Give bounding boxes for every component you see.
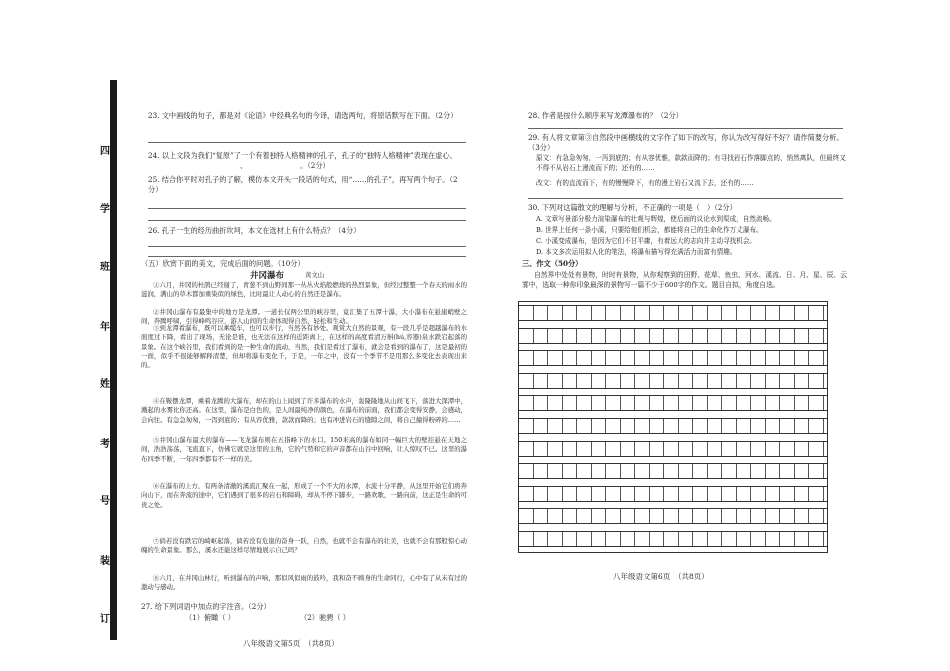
grid-cell[interactable] xyxy=(664,509,679,523)
grid-cell[interactable] xyxy=(780,306,795,320)
binding-char: 号 xyxy=(100,496,110,507)
grid-cell[interactable] xyxy=(722,329,737,343)
grid-cell[interactable] xyxy=(621,464,636,478)
grid-cell[interactable] xyxy=(766,509,781,523)
grid-cell[interactable] xyxy=(548,509,563,523)
grid-cell[interactable] xyxy=(708,306,723,320)
grid-cell[interactable] xyxy=(548,464,563,478)
grid-cell[interactable] xyxy=(809,442,824,456)
grid-cell[interactable] xyxy=(635,464,650,478)
grid-cell[interactable] xyxy=(766,487,781,501)
grid-cell[interactable] xyxy=(795,329,810,343)
grid-cell[interactable] xyxy=(592,419,607,433)
grid-cell[interactable] xyxy=(679,306,694,320)
grid-cell[interactable] xyxy=(809,374,824,388)
binding-char: 班 xyxy=(100,262,110,273)
grid-cell[interactable] xyxy=(592,464,607,478)
grid-cell[interactable] xyxy=(780,419,795,433)
grid-cell[interactable] xyxy=(563,509,578,523)
grid-cell[interactable] xyxy=(519,329,534,343)
grid-cell[interactable] xyxy=(795,487,810,501)
grid-cell[interactable] xyxy=(664,396,679,410)
binding-bar xyxy=(110,80,117,640)
grid-cell[interactable] xyxy=(679,374,694,388)
section-3-heading: 三、作文（50分） xyxy=(522,259,583,268)
grid-cell[interactable] xyxy=(780,464,795,478)
question-23: 23. 文中画线的句子，都是对《论语》中经典名句的今译，请选两句，将原话默写在下面。（2分） xyxy=(148,111,458,120)
grid-cell[interactable] xyxy=(606,464,621,478)
grid-cell[interactable] xyxy=(679,532,694,546)
grid-cell[interactable] xyxy=(606,419,621,433)
grid-cell[interactable] xyxy=(722,442,737,456)
grid-cell[interactable] xyxy=(650,509,665,523)
grid-cell[interactable] xyxy=(693,487,708,501)
grid-cell[interactable] xyxy=(592,442,607,456)
grid-cell[interactable] xyxy=(664,329,679,343)
grid-cell[interactable] xyxy=(563,419,578,433)
grid-cell[interactable] xyxy=(737,374,752,388)
grid-cell[interactable] xyxy=(635,419,650,433)
binding-char: 学 xyxy=(100,204,110,215)
grid-cell[interactable] xyxy=(766,351,781,365)
grid-cell[interactable] xyxy=(664,532,679,546)
grid-cell[interactable] xyxy=(534,419,549,433)
grid-cell[interactable] xyxy=(751,419,766,433)
binding-char: 姓 xyxy=(100,379,110,390)
grid-cell[interactable] xyxy=(795,464,810,478)
grid-cell[interactable] xyxy=(664,374,679,388)
grid-cell[interactable] xyxy=(751,329,766,343)
paragraph-2: ②井冈山瀑布有最集中的地方是龙潭。一道长仅两公里的峡谷里，竟汇集了五潭十瀑，大小瀑布在悬崖峭壁之间，奔腾呼啸，引得峰鸣谷应，游人山间的生命体现得自然，轻松和生动。 xyxy=(141,308,467,326)
grid-cell[interactable] xyxy=(635,306,650,320)
question-26: 26. 孔子一生的经历曲折坎坷，本文在选材上有什么特点？（4分） xyxy=(148,226,361,235)
essay-grid[interactable] xyxy=(518,301,828,553)
grid-row[interactable] xyxy=(519,350,827,366)
option-a[interactable]: A. 文章写景部分极力渲染瀑布的壮观与辉煌，使后面的议论水到渠成，自然流畅。 xyxy=(536,215,776,223)
grid-cell[interactable] xyxy=(563,396,578,410)
grid-cell[interactable] xyxy=(635,374,650,388)
question-29-original: 原文：有急急匆匆，一泻到底的；有从容优雅，款款而降的；有寻找岩石作落脚点的，悄然离队，但最终又不得不从岩石上漫流而下的；还有的…… xyxy=(536,154,846,172)
grid-cell[interactable] xyxy=(592,532,607,546)
grid-cell[interactable] xyxy=(780,487,795,501)
grid-cell[interactable] xyxy=(548,306,563,320)
grid-cell[interactable] xyxy=(693,396,708,410)
grid-cell[interactable] xyxy=(766,396,781,410)
grid-cell[interactable] xyxy=(795,442,810,456)
grid-cell[interactable] xyxy=(664,419,679,433)
grid-cell[interactable] xyxy=(679,509,694,523)
grid-cell[interactable] xyxy=(592,351,607,365)
grid-cell[interactable] xyxy=(548,419,563,433)
grid-cell[interactable] xyxy=(650,351,665,365)
grid-cell[interactable] xyxy=(577,487,592,501)
paragraph-3: ③到龙潭看瀑布，既可以乘缆车，也可以步行，当然各有妙处。观赏大自然的景观，有一段几乎是超越瀑布的水面度过下降，看出了现场，无论是谁，也无法在这样的近距离上，在这样的高度看清万斛(hú,容器)泉水跌宕起落的景象。在这个峡谷里，我们看到的是一种生命的流动，当然，我们是看过了瀑布，就会是看到的瀑布了，这是最初的一面，似乎不很能够解释清楚，但却将瀑布变化千，于是，一年之中，没有一个季节不是用那么多变化去表现出来的。 xyxy=(141,324,467,370)
grid-cell[interactable] xyxy=(693,532,708,546)
grid-cell[interactable] xyxy=(577,351,592,365)
question-30: 30. 下列对这篇散文的理解与分析，不正确的一项是（ ）（2分） xyxy=(528,203,737,212)
option-c[interactable]: C. 小溪变成瀑布，是因为它们不甘平庸，有着远大的志向并主动寻找机会。 xyxy=(536,237,757,245)
grid-cell[interactable] xyxy=(577,396,592,410)
grid-cell[interactable] xyxy=(766,532,781,546)
grid-cell[interactable] xyxy=(592,374,607,388)
grid-cell[interactable] xyxy=(577,442,592,456)
grid-cell[interactable] xyxy=(693,329,708,343)
grid-cell[interactable] xyxy=(766,464,781,478)
grid-cell[interactable] xyxy=(621,374,636,388)
grid-cell[interactable] xyxy=(722,396,737,410)
grid-cell[interactable] xyxy=(693,464,708,478)
grid-cell[interactable] xyxy=(534,374,549,388)
grid-cell[interactable] xyxy=(751,306,766,320)
paragraph-6: ⑥在瀑布的上方，有两条清澈的溪流汇聚在一起，形成了一个不大的水潭，水流十分平静，从这里开始它们将奔向山下，而在奔流的途中，它们遇到了很多的岩石和障碍，却从不停下脚步，一路欢歌，一路向前，这正是生命的可贵之处。 xyxy=(141,482,467,509)
grid-cell[interactable] xyxy=(766,306,781,320)
grid-cell[interactable] xyxy=(737,464,752,478)
grid-cell[interactable] xyxy=(519,374,534,388)
grid-cell[interactable] xyxy=(751,374,766,388)
grid-cell[interactable] xyxy=(563,374,578,388)
grid-cell[interactable] xyxy=(635,509,650,523)
grid-cell[interactable] xyxy=(780,509,795,523)
grid-cell[interactable] xyxy=(519,487,534,501)
grid-cell[interactable] xyxy=(621,532,636,546)
grid-cell[interactable] xyxy=(722,509,737,523)
grid-cell[interactable] xyxy=(693,306,708,320)
grid-cell[interactable] xyxy=(795,306,810,320)
grid-cell[interactable] xyxy=(679,396,694,410)
grid-cell[interactable] xyxy=(751,442,766,456)
grid-cell[interactable] xyxy=(679,419,694,433)
grid-cell[interactable] xyxy=(809,351,824,365)
grid-cell[interactable] xyxy=(766,442,781,456)
grid-cell[interactable] xyxy=(592,509,607,523)
grid-cell[interactable] xyxy=(795,396,810,410)
grid-cell[interactable] xyxy=(780,329,795,343)
grid-cell[interactable] xyxy=(809,419,824,433)
grid-cell[interactable] xyxy=(606,487,621,501)
answer-line[interactable] xyxy=(528,198,843,199)
question-27-b[interactable]: （2）驰骋（ ） xyxy=(300,613,350,622)
grid-cell[interactable] xyxy=(722,532,737,546)
grid-cell[interactable] xyxy=(737,487,752,501)
grid-cell[interactable] xyxy=(635,442,650,456)
grid-cell[interactable] xyxy=(737,419,752,433)
grid-cell[interactable] xyxy=(519,464,534,478)
grid-cell[interactable] xyxy=(780,532,795,546)
paragraph-5: ⑤井冈山瀑布最大的瀑布——飞龙瀑布则在五指峰下的水口。150米高的瀑布如同一幅巨大的壁挂悬在天地之间，浩浩荡荡，飞流直下，仿佛它就是这里的主角，它的气势和它的声音都在山谷中回响，让人惊叹不已。这里的瀑布四季不断，一年四季都有不一样的美。 xyxy=(141,436,467,463)
binding-char: 年 xyxy=(100,322,110,333)
grid-cell[interactable] xyxy=(809,464,824,478)
answer-line[interactable] xyxy=(148,142,466,143)
grid-cell[interactable] xyxy=(708,396,723,410)
grid-cell[interactable] xyxy=(809,329,824,343)
grid-cell[interactable] xyxy=(708,374,723,388)
grid-cell[interactable] xyxy=(722,351,737,365)
grid-cell[interactable] xyxy=(679,442,694,456)
grid-cell[interactable] xyxy=(577,509,592,523)
grid-cell[interactable] xyxy=(737,329,752,343)
grid-cell[interactable] xyxy=(563,306,578,320)
grid-cell[interactable] xyxy=(679,464,694,478)
grid-cell[interactable] xyxy=(809,532,824,546)
grid-cell[interactable] xyxy=(693,419,708,433)
grid-row[interactable] xyxy=(519,508,827,524)
grid-cell[interactable] xyxy=(780,351,795,365)
grid-row[interactable] xyxy=(519,373,827,389)
grid-row[interactable] xyxy=(519,328,827,344)
grid-cell[interactable] xyxy=(708,329,723,343)
grid-cell[interactable] xyxy=(650,442,665,456)
grid-cell[interactable] xyxy=(534,509,549,523)
grid-cell[interactable] xyxy=(751,509,766,523)
grid-cell[interactable] xyxy=(751,532,766,546)
grid-cell[interactable] xyxy=(606,532,621,546)
grid-cell[interactable] xyxy=(751,464,766,478)
grid-cell[interactable] xyxy=(577,419,592,433)
grid-cell[interactable] xyxy=(664,351,679,365)
grid-cell[interactable] xyxy=(548,532,563,546)
essay-prompt: 自然界中处处有景物，时时有景物，从你观察到的田野、花草、鱼虫、河水、溪流、日、月、星、辰、云雾中，选取一种你印象最深的景物写一篇不少于600字的作文。题目自拟，角度自选。 xyxy=(522,271,847,289)
grid-cell[interactable] xyxy=(737,532,752,546)
grid-cell[interactable] xyxy=(722,487,737,501)
grid-cell[interactable] xyxy=(708,487,723,501)
grid-cell[interactable] xyxy=(519,509,534,523)
grid-cell[interactable] xyxy=(563,464,578,478)
grid-cell[interactable] xyxy=(577,374,592,388)
question-24-end: 。（2分） xyxy=(300,161,330,170)
grid-cell[interactable] xyxy=(563,442,578,456)
grid-cell[interactable] xyxy=(563,351,578,365)
grid-cell[interactable] xyxy=(708,351,723,365)
page-footer: 八年级语文第6页 （共8页） xyxy=(613,572,709,581)
grid-cell[interactable] xyxy=(635,396,650,410)
grid-cell[interactable] xyxy=(534,351,549,365)
grid-cell[interactable] xyxy=(534,396,549,410)
grid-cell[interactable] xyxy=(534,532,549,546)
binding-char: 考 xyxy=(100,439,110,450)
grid-cell[interactable] xyxy=(621,509,636,523)
grid-cell[interactable] xyxy=(766,329,781,343)
grid-cell[interactable] xyxy=(650,374,665,388)
grid-cell[interactable] xyxy=(548,396,563,410)
grid-row[interactable] xyxy=(519,418,827,434)
grid-cell[interactable] xyxy=(606,329,621,343)
grid-cell[interactable] xyxy=(737,306,752,320)
grid-cell[interactable] xyxy=(621,329,636,343)
grid-cell[interactable] xyxy=(708,464,723,478)
binding-char: 装 xyxy=(100,556,110,567)
grid-cell[interactable] xyxy=(621,396,636,410)
grid-cell[interactable] xyxy=(795,351,810,365)
grid-cell[interactable] xyxy=(592,329,607,343)
grid-cell[interactable] xyxy=(577,306,592,320)
grid-cell[interactable] xyxy=(577,532,592,546)
grid-row[interactable] xyxy=(519,305,827,321)
grid-cell[interactable] xyxy=(708,532,723,546)
grid-cell[interactable] xyxy=(780,374,795,388)
grid-cell[interactable] xyxy=(519,396,534,410)
grid-cell[interactable] xyxy=(693,351,708,365)
grid-cell[interactable] xyxy=(606,351,621,365)
grid-cell[interactable] xyxy=(722,374,737,388)
grid-cell[interactable] xyxy=(650,419,665,433)
grid-cell[interactable] xyxy=(795,532,810,546)
grid-cell[interactable] xyxy=(650,396,665,410)
grid-cell[interactable] xyxy=(519,419,534,433)
grid-cell[interactable] xyxy=(809,509,824,523)
grid-cell[interactable] xyxy=(621,487,636,501)
grid-cell[interactable] xyxy=(606,509,621,523)
answer-line[interactable] xyxy=(528,128,843,129)
grid-cell[interactable] xyxy=(635,329,650,343)
question-29-revised: 改文：有的直流而下，有的慢慢降下，有的漫上岩石又流下去，还有的…… xyxy=(536,179,754,187)
grid-cell[interactable] xyxy=(708,419,723,433)
question-28: 28. 作者是按什么顺序来写龙潭瀑布的？（2分） xyxy=(528,111,683,120)
grid-cell[interactable] xyxy=(650,487,665,501)
binding-char: 四 xyxy=(100,146,110,157)
grid-cell[interactable] xyxy=(809,306,824,320)
grid-cell[interactable] xyxy=(751,487,766,501)
grid-cell[interactable] xyxy=(519,442,534,456)
paragraph-7: ⑦倘若没有跌宕的崎岖起落，倘若没有危崖的奋身一跃，自然，也就不会有瀑布的壮美，也就不会有那般惊心动魄的生命景象。那么，溪水还能这样尽情地展示自己吗？ xyxy=(141,537,467,555)
grid-cell[interactable] xyxy=(693,509,708,523)
grid-cell[interactable] xyxy=(693,374,708,388)
grid-cell[interactable] xyxy=(664,487,679,501)
grid-cell[interactable] xyxy=(693,442,708,456)
grid-cell[interactable] xyxy=(780,396,795,410)
grid-cell[interactable] xyxy=(621,419,636,433)
grid-cell[interactable] xyxy=(650,329,665,343)
grid-row[interactable] xyxy=(519,486,827,502)
grid-cell[interactable] xyxy=(548,329,563,343)
grid-cell[interactable] xyxy=(737,396,752,410)
page-footer: 八年级语文第5页 （共8页） xyxy=(243,639,339,648)
grid-cell[interactable] xyxy=(679,351,694,365)
article-author: 黄文山 xyxy=(305,271,325,279)
grid-cell[interactable] xyxy=(621,351,636,365)
paragraph-4: ④在鞍摆龙潭，乘着龙腾的大瀑布，却在的山上闻到了许多瀑布的水声，轰隆隆地从山间飞下，落进大深潭中，溅起的水雾比你还高。在这里，瀑布是白色的，是人间最纯净的颜色，在瀑布的前面，我们都会变得安静，会感动，会向往。有急急匆匆，一泻到底的；有从容优雅，款款而降的；也有冲进岩石的缝隙之间，将自己撞得粉碎的…… xyxy=(141,397,467,424)
question-27-a[interactable]: （1）俯瞰（ ） xyxy=(185,613,235,622)
grid-cell[interactable] xyxy=(679,487,694,501)
grid-cell[interactable] xyxy=(534,306,549,320)
grid-cell[interactable] xyxy=(548,487,563,501)
grid-cell[interactable] xyxy=(650,532,665,546)
question-24-sep: 、 xyxy=(240,161,248,170)
grid-cell[interactable] xyxy=(534,329,549,343)
article-title: 井冈瀑布 xyxy=(250,271,285,281)
grid-cell[interactable] xyxy=(563,532,578,546)
grid-cell[interactable] xyxy=(737,442,752,456)
paragraph-8: ⑧六月，在井冈山林行，听到瀑布的声响，那似风似雨的鼓吟，我和奋不顾身的生命同行，心中有了从未有过的激动与感动。 xyxy=(141,574,467,592)
grid-cell[interactable] xyxy=(650,464,665,478)
grid-cell[interactable] xyxy=(606,306,621,320)
grid-row[interactable] xyxy=(519,441,827,457)
grid-cell[interactable] xyxy=(519,351,534,365)
grid-cell[interactable] xyxy=(795,374,810,388)
grid-cell[interactable] xyxy=(664,442,679,456)
grid-cell[interactable] xyxy=(722,306,737,320)
grid-cell[interactable] xyxy=(563,487,578,501)
grid-cell[interactable] xyxy=(664,464,679,478)
grid-cell[interactable] xyxy=(534,442,549,456)
grid-cell[interactable] xyxy=(650,306,665,320)
option-d[interactable]: D. 本文多次运用拟人化的笔法，将瀑布描写得充满活力而富有情趣。 xyxy=(536,248,737,256)
grid-cell[interactable] xyxy=(737,351,752,365)
grid-cell[interactable] xyxy=(708,509,723,523)
grid-cell[interactable] xyxy=(795,419,810,433)
grid-cell[interactable] xyxy=(722,464,737,478)
question-29: 29. 有人将文章第③自然段中画横线的文字作了如下的改写，你认为改写得好不好？请作简要分析。（3分） xyxy=(528,133,844,152)
grid-cell[interactable] xyxy=(664,306,679,320)
grid-cell[interactable] xyxy=(519,306,534,320)
grid-cell[interactable] xyxy=(577,464,592,478)
grid-cell[interactable] xyxy=(606,374,621,388)
grid-cell[interactable] xyxy=(780,442,795,456)
answer-line[interactable] xyxy=(148,208,466,209)
grid-cell[interactable] xyxy=(548,351,563,365)
grid-cell[interactable] xyxy=(592,306,607,320)
grid-cell[interactable] xyxy=(751,396,766,410)
grid-cell[interactable] xyxy=(635,487,650,501)
option-b[interactable]: B. 世界上任何一条小溪，只要给他们机会，都能将自己的生命化作万丈瀑布。 xyxy=(536,226,763,234)
grid-cell[interactable] xyxy=(592,487,607,501)
grid-cell[interactable] xyxy=(606,442,621,456)
grid-cell[interactable] xyxy=(534,464,549,478)
grid-cell[interactable] xyxy=(635,351,650,365)
grid-cell[interactable] xyxy=(519,532,534,546)
grid-cell[interactable] xyxy=(563,329,578,343)
grid-cell[interactable] xyxy=(606,396,621,410)
grid-cell[interactable] xyxy=(548,442,563,456)
grid-cell[interactable] xyxy=(795,509,810,523)
binding-char: 订 xyxy=(100,614,110,625)
paragraph-1: ①六月，井冈的杜鹃已经谢了，青葱不到山野间那一丛丛火焰般燃烧的热烈景象，但经过整整一个春天的雨水的滋润，满山的草木都加重染似的绿色，比时最让人动心的自然还是瀑布。 xyxy=(141,281,467,299)
grid-cell[interactable] xyxy=(722,419,737,433)
grid-cell[interactable] xyxy=(548,374,563,388)
grid-cell[interactable] xyxy=(751,351,766,365)
question-25: 25. 结合你平时对孔子的了解，模仿本文开头一段话的句式，用“……的孔子”，再写两个句子。（2分） xyxy=(148,175,458,194)
grid-cell[interactable] xyxy=(534,487,549,501)
question-27: 27. 给下列词语中加点的字注音。（2分） xyxy=(141,602,271,611)
answer-line[interactable] xyxy=(148,256,466,257)
grid-cell[interactable] xyxy=(621,306,636,320)
grid-cell[interactable] xyxy=(809,487,824,501)
question-24: 24. 以上文段为我们“复原”了一个有着独特人格精神的孔子，孔子的“独特人格精神”表现在虚心、 xyxy=(148,151,457,160)
grid-cell[interactable] xyxy=(577,329,592,343)
section-5-heading: （五）欣赏下面的美文，完成后面的问题。（10分） xyxy=(141,259,305,268)
grid-row[interactable] xyxy=(519,531,827,547)
grid-cell[interactable] xyxy=(708,442,723,456)
grid-cell[interactable] xyxy=(621,442,636,456)
grid-cell[interactable] xyxy=(592,396,607,410)
grid-cell[interactable] xyxy=(679,329,694,343)
grid-cell[interactable] xyxy=(737,509,752,523)
grid-cell[interactable] xyxy=(766,374,781,388)
grid-cell[interactable] xyxy=(809,396,824,410)
grid-cell[interactable] xyxy=(766,419,781,433)
grid-row[interactable] xyxy=(519,463,827,479)
grid-row[interactable] xyxy=(519,395,827,411)
answer-line[interactable] xyxy=(148,246,466,247)
grid-cell[interactable] xyxy=(635,532,650,546)
answer-line[interactable] xyxy=(148,220,466,221)
